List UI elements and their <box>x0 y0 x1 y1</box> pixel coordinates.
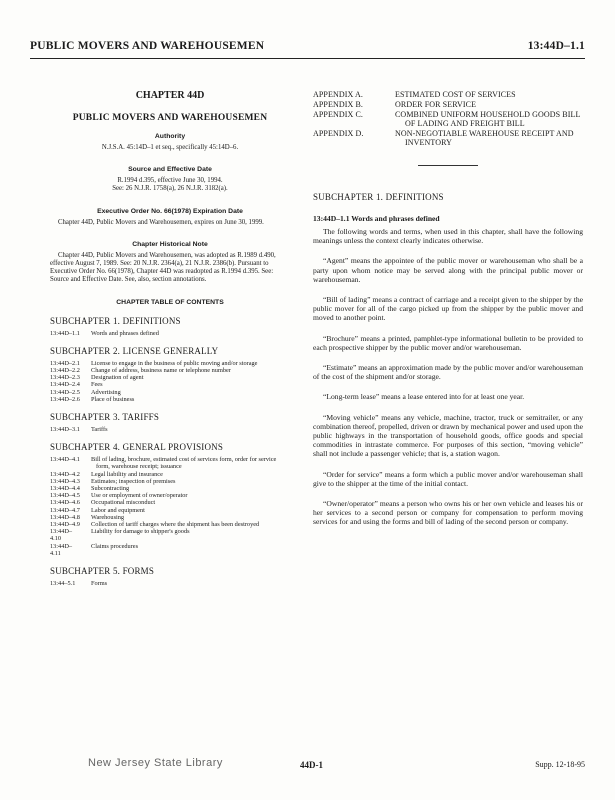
appendix-item <box>313 110 583 128</box>
toc-section-number: 13:44D–4.2 <box>50 470 80 478</box>
appendix-item <box>313 129 583 147</box>
appendix-item <box>313 100 583 109</box>
section-heading: 13:44D–1.1 Words and phrases defined <box>313 214 440 223</box>
toc-subchapter-heading: SUBCHAPTER 1. DEFINITIONS <box>50 315 181 326</box>
definitions-body <box>313 227 583 527</box>
toc-section-number: 13:44D–4.6 <box>50 499 80 507</box>
appendix-title: NON-NEGOTIABLE WAREHOUSE RECEIPT AND INVENTORY <box>395 129 574 147</box>
appendix-label: APPENDIX B. <box>313 100 363 109</box>
toc-section-row <box>50 528 290 542</box>
toc-section-number: 13:44D–2.6 <box>50 395 80 403</box>
toc-section-number: 13:44D–2.5 <box>50 388 80 396</box>
toc-section-number: 13:44D–4.8 <box>50 513 80 521</box>
toc-section-row <box>50 471 290 478</box>
toc-section-title: Warehousing <box>91 513 125 521</box>
toc-subchapter-heading: SUBCHAPTER 2. LICENSE GENERALLY <box>50 345 219 356</box>
toc-section-title: Words and phrases defined <box>91 329 159 337</box>
toc-section-title: Designation of agent <box>91 374 144 382</box>
toc-section-number: 13:44D–4.9 <box>50 521 80 529</box>
toc-section-title: License to engage in the business of public moving and/or storage <box>91 359 258 367</box>
toc-section-title: Tariffs <box>91 426 108 434</box>
executive-order-heading: Executive Order No. 66(1978) Expiration Date <box>97 207 243 215</box>
right-column <box>313 90 583 538</box>
toc-section-row <box>50 381 290 388</box>
toc-section-title: Labor and equipment <box>91 506 145 514</box>
definition-paragraph: “Bill of lading” means a contract of carriage and a receipt given to the shipper by the public mover for all of the cargo picked up from the shipper by the public mover and moved to another point. <box>313 295 583 323</box>
toc-section-number: 13:44D–2.2 <box>50 367 80 375</box>
toc-section-row <box>50 389 290 396</box>
toc-section-title: Occupational misconduct <box>91 499 156 507</box>
header-section-number: 13:44D–1.1 <box>527 40 585 52</box>
toc-section-row <box>50 360 290 367</box>
toc-section-number: 13:44D–4.3 <box>50 477 80 485</box>
divider <box>418 165 478 166</box>
source-text-1: R.1994 d.395, effective June 30, 1994. <box>117 177 223 185</box>
toc-section-title: Claims procedures <box>91 542 139 550</box>
toc-section-title: Legal liability and insurance <box>91 470 163 478</box>
toc-section-title: Estimates; inspection of premises <box>91 477 176 485</box>
toc-section-row <box>50 499 290 506</box>
header-rule <box>30 58 585 59</box>
toc-title: CHAPTER TABLE OF CONTENTS <box>116 298 224 306</box>
toc-section-number: 13:44D–3.1 <box>50 426 80 434</box>
subchapter-heading: SUBCHAPTER 1. DEFINITIONS <box>313 192 444 202</box>
toc-section-number: 13:44–5.1 <box>50 580 76 588</box>
executive-order-text: Chapter 44D, Public Movers and Warehousemen, expires on June 30, 1999. <box>58 218 264 226</box>
source-heading: Source and Effective Date <box>128 166 212 174</box>
toc-section-number: 13:44D–4.4 <box>50 485 80 493</box>
definition-paragraph: “Owner/operator” means a person who owns his or her own vehicle and leases his or her services to a second person or company for compensation to perform moving services for and using the forms and bill of lading of the second person or company. <box>313 499 583 527</box>
toc-section-title: Fees <box>91 381 103 389</box>
definition-paragraph: “Agent” means the appointee of the public mover or warehouseman who shall be a party upon whom notice may be served along with the principal public mover or warehouseman. <box>313 256 583 284</box>
toc-subchapter-heading: SUBCHAPTER 5. FORMS <box>50 566 155 577</box>
toc-section-row <box>50 478 290 485</box>
toc-section-number: 13:44D–2.4 <box>50 381 80 389</box>
toc-section-title: Use or employment of owner/operator <box>91 492 188 500</box>
definition-paragraph: “Estimate” means an approximation made by the public mover and/or warehouseman of the cost of the shipment and/or storage. <box>313 363 583 382</box>
running-header <box>30 40 585 56</box>
toc-subchapter-heading: SUBCHAPTER 4. GENERAL PROVISIONS <box>50 442 224 453</box>
toc-section-row <box>50 374 290 381</box>
toc-section-row <box>50 543 290 557</box>
toc-section-number: 13:44D–4.11 <box>50 542 73 557</box>
appendix-title: COMBINED UNIFORM HOUSEHOLD GOODS BILL OF LADING AND FREIGHT BILL <box>395 110 581 128</box>
toc-section-title: Subcontracting <box>91 485 130 493</box>
toc-section-row <box>50 492 290 499</box>
header-title: PUBLIC MOVERS AND WAREHOUSEMEN <box>30 40 265 52</box>
source-text-2: See: 26 N.J.R. 1758(a), 26 N.J.R. 3182(a). <box>112 185 228 193</box>
appendix-label: APPENDIX A. <box>313 90 363 99</box>
toc-section-row <box>50 456 290 470</box>
definition-paragraph: The following words and terms, when used in this chapter, shall have the following meanings unless the context clearly indicates otherwise. <box>313 227 583 246</box>
history-heading: Chapter Historical Note <box>132 240 208 248</box>
appendix-label: APPENDIX D. <box>313 129 364 138</box>
authority-heading: Authority <box>154 133 186 140</box>
authority-text: N.J.S.A. 45:14D–1 et seq., specifically 45:14D–6. <box>101 144 239 151</box>
toc-section-title: Bill of lading, brochure, estimated cost of services form, order for service form, warehouse receipt; issuance <box>91 456 277 471</box>
definition-paragraph: “Order for service” means a form which a public mover and/or warehouseman shall give to the shipper at the time of the initial contact. <box>313 469 583 488</box>
toc-section-number: 13:44D–1.1 <box>50 329 80 337</box>
toc-section-row <box>50 367 290 374</box>
definition-paragraph: “Long-term lease” means a lease entered into for at least one year. <box>323 392 525 402</box>
toc-section-row <box>50 426 290 433</box>
chapter-name: PUBLIC MOVERS AND WAREHOUSEMEN <box>72 113 268 123</box>
toc-section-number: 13:44D–4.1 <box>50 456 80 464</box>
toc-subchapter-heading: SUBCHAPTER 3. TARIFFS <box>50 412 160 423</box>
toc-section-row <box>50 507 290 514</box>
definition-paragraph: “Moving vehicle” means any vehicle, machine, tractor, truck or semitrailer, or any combination thereof, propelled, driven or drawn by mechanical power and used upon the public highways in the transportation of household goods, office goods and special commodities in intrastate commerce. For purposes of this section, “moving vehicle” shall not include a passenger vehicle; that is, a station wagon. <box>313 412 583 459</box>
definition-paragraph: “Brochure” means a printed, pamphlet-type informational bulletin to be provided to each prospective shipper by the public mover and/or warehouseman. <box>313 333 583 352</box>
toc-section-title: Change of address, business name or telephone number <box>91 367 231 375</box>
toc-section-row <box>50 580 290 587</box>
chapter-number: CHAPTER 44D <box>135 90 205 101</box>
toc-section-row <box>50 396 290 403</box>
left-column <box>50 90 290 587</box>
appendix-title: ORDER FOR SERVICE <box>395 100 477 109</box>
appendix-label: APPENDIX C. <box>313 110 363 119</box>
supplement-date: Supp. 12-18-95 <box>535 760 585 769</box>
toc-section-title: Forms <box>91 580 108 588</box>
toc-section-title: Collection of tariff charges where the shipment has been destroyed <box>91 521 260 529</box>
toc-section-title: Advertising <box>91 388 121 396</box>
appendix-title: ESTIMATED COST OF SERVICES <box>395 90 516 99</box>
toc-section-row <box>50 330 290 337</box>
toc-section-number: 13:44D–4.5 <box>50 492 80 500</box>
page-number: 44D-1 <box>300 760 323 770</box>
appendix-item <box>313 90 583 99</box>
toc-section-row <box>50 514 290 521</box>
toc-section-number: 13:44D–4.7 <box>50 506 80 514</box>
toc-section-row <box>50 521 290 528</box>
toc-section-number: 13:44D–2.1 <box>50 359 80 367</box>
toc-section-number: 13:44D–2.3 <box>50 374 80 382</box>
library-stamp: New Jersey State Library <box>88 757 223 769</box>
toc-section-title: Place of business <box>91 395 135 403</box>
appendix-list <box>313 90 583 147</box>
toc-section-number: 13:44D–4.10 <box>50 528 73 543</box>
history-text: Chapter 44D, Public Movers and Warehousemen, was adopted as R.1989 d.490, effective August 7, 1989. See: 20 N.J.R. 2364(a), 21 N.J.R. 2386(b). Pursuant to Executive Order No. 66(1978), Chapter 44D was readopted as R.1994 d.395. See: Source and Effective Date. See, also, section annotations. <box>50 251 276 284</box>
toc-section-row <box>50 485 290 492</box>
toc-section-title: Liability for damage to shipper's goods <box>91 528 190 536</box>
table-of-contents <box>50 316 290 588</box>
